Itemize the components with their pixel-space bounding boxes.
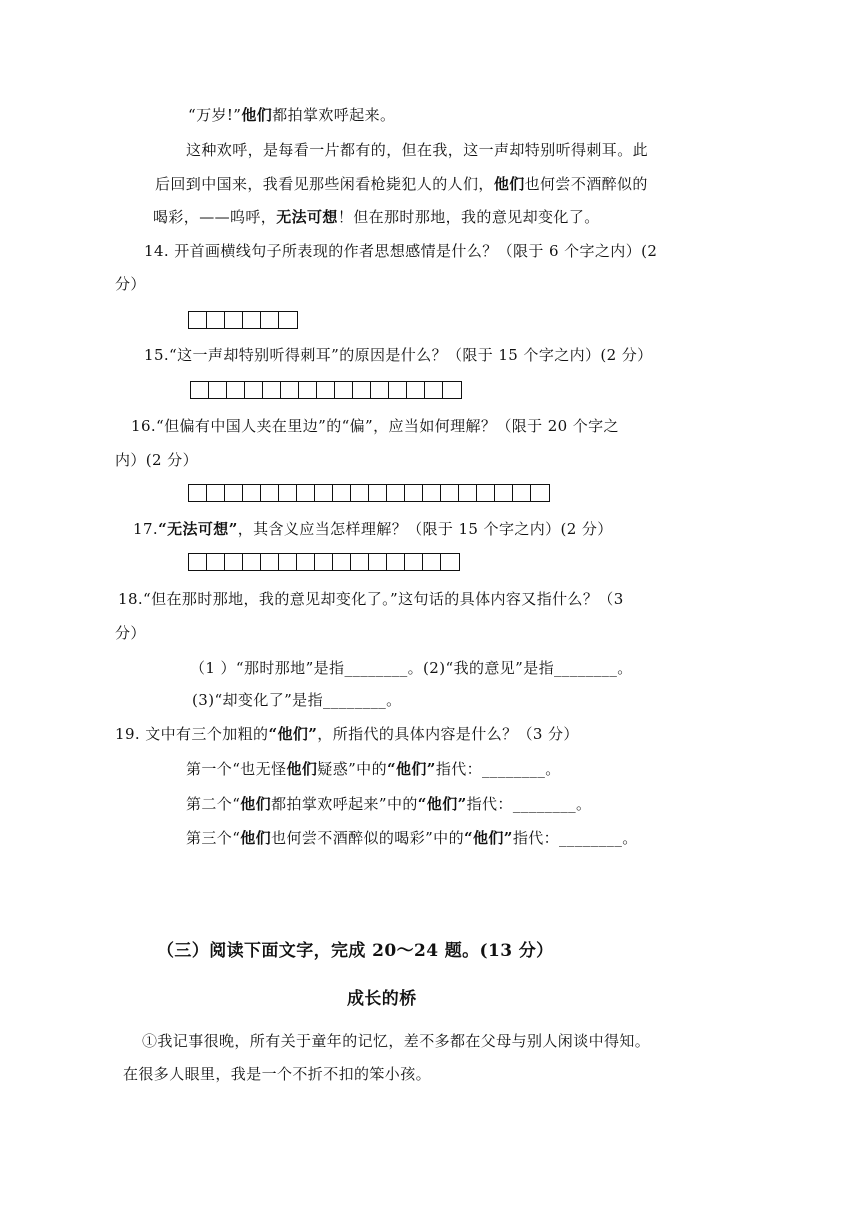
passage-line-3: 后回到中国来，我看见那些闲看枪毙犯人的人们，他们也何尝不酒醉似的 (155, 175, 648, 193)
answer-box[interactable] (227, 382, 245, 398)
answer-box[interactable] (297, 554, 315, 570)
answer-box[interactable] (191, 382, 209, 398)
answer-box[interactable] (207, 312, 225, 328)
answer-box[interactable] (243, 554, 261, 570)
question-19: 19. 文中有三个加粗的“他们”，所指代的具体内容是什么？（3 分） (115, 725, 579, 743)
answer-box[interactable] (405, 554, 423, 570)
answer-box[interactable] (279, 554, 297, 570)
question-14-cont: 分） (115, 275, 146, 293)
answer-box[interactable] (423, 554, 441, 570)
answer-box[interactable] (209, 382, 227, 398)
answer-box[interactable] (425, 382, 443, 398)
question-16-cont: 内）(2 分） (115, 451, 198, 469)
answer-box[interactable] (335, 382, 353, 398)
answer-box[interactable] (225, 312, 243, 328)
paragraph-1-line-2: 在很多人眼里，我是一个不折不扣的笨小孩。 (123, 1065, 432, 1083)
answer-box[interactable] (441, 554, 459, 570)
question-14: 14. 开首画横线句子所表现的作者思想感情是什么？（限于 6 个字之内）(2 (144, 242, 658, 260)
question-18-sub-1[interactable]: （1 ）“那时那地”是指________。(2)“我的意见”是指________。 (190, 659, 633, 677)
question-16: 16.“但偏有中国人夹在里边”的“偏”，应当如何理解？（限于 20 个字之 (131, 417, 619, 435)
answer-boxes-15[interactable] (190, 381, 462, 399)
paragraph-1-line-1: ①我记事很晚，所有关于童年的记忆，差不多都在父母与别人闲谈中得知。 (142, 1032, 651, 1050)
question-18-sub-2[interactable]: (3)“却变化了”是指________。 (192, 691, 402, 709)
answer-box[interactable] (245, 382, 263, 398)
answer-box[interactable] (207, 485, 225, 501)
answer-box[interactable] (297, 485, 315, 501)
answer-box[interactable] (369, 554, 387, 570)
answer-box[interactable] (243, 312, 261, 328)
question-19-sub-2[interactable]: 第二个“他们都拍掌欢呼起来”中的“他们”指代：________。 (186, 795, 592, 813)
section-heading: （三）阅读下面文字，完成 20～24 题。(13 分） (157, 941, 554, 961)
answer-box[interactable] (371, 382, 389, 398)
answer-box[interactable] (495, 485, 513, 501)
answer-box[interactable] (207, 554, 225, 570)
question-19-sub-1[interactable]: 第一个“也无怪他们疑惑”中的“他们”指代：________。 (186, 760, 561, 778)
answer-box[interactable] (405, 485, 423, 501)
answer-box[interactable] (189, 312, 207, 328)
answer-boxes-16[interactable] (188, 484, 550, 502)
answer-boxes-14[interactable] (188, 311, 298, 329)
answer-box[interactable] (513, 485, 531, 501)
answer-box[interactable] (281, 382, 299, 398)
answer-box[interactable] (243, 485, 261, 501)
answer-box[interactable] (351, 554, 369, 570)
question-18-cont: 分） (115, 624, 146, 642)
answer-box[interactable] (279, 485, 297, 501)
question-19-sub-3[interactable]: 第三个“他们也何尝不酒醉似的喝彩”中的“他们”指代：________。 (186, 829, 638, 847)
passage-line-4: 喝彩，——呜呼，无法可想！但在那时那地，我的意见却变化了。 (153, 208, 600, 226)
answer-box[interactable] (443, 382, 461, 398)
answer-box[interactable] (333, 554, 351, 570)
question-15: 15.“这一声却特别听得刺耳”的原因是什么？（限于 15 个字之内）(2 分） (144, 346, 653, 364)
answer-box[interactable] (299, 382, 317, 398)
answer-box[interactable] (459, 485, 477, 501)
answer-box[interactable] (189, 485, 207, 501)
question-18: 18.“但在那时那地，我的意见却变化了。”这句话的具体内容又指什么？（3 (118, 590, 624, 608)
answer-box[interactable] (333, 485, 351, 501)
passage-line-2: 这种欢呼，是每看一片都有的，但在我，这一声却特别听得刺耳。此 (186, 141, 649, 159)
answer-box[interactable] (225, 554, 243, 570)
answer-box[interactable] (317, 382, 335, 398)
answer-box[interactable] (531, 485, 549, 501)
answer-boxes-17[interactable] (188, 553, 460, 571)
answer-box[interactable] (351, 485, 369, 501)
answer-box[interactable] (423, 485, 441, 501)
article-title: 成长的桥 (347, 989, 417, 1009)
answer-box[interactable] (353, 382, 371, 398)
answer-box[interactable] (189, 554, 207, 570)
answer-box[interactable] (441, 485, 459, 501)
answer-box[interactable] (389, 382, 407, 398)
answer-box[interactable] (261, 485, 279, 501)
answer-box[interactable] (387, 554, 405, 570)
answer-box[interactable] (263, 382, 281, 398)
answer-box[interactable] (225, 485, 243, 501)
answer-box[interactable] (279, 312, 297, 328)
answer-box[interactable] (261, 312, 279, 328)
passage-line-1: “万岁!”他们都拍掌欢呼起来。 (188, 106, 396, 124)
answer-box[interactable] (477, 485, 495, 501)
answer-box[interactable] (261, 554, 279, 570)
answer-box[interactable] (407, 382, 425, 398)
answer-box[interactable] (315, 485, 333, 501)
answer-box[interactable] (387, 485, 405, 501)
question-17: 17.“无法可想”，其含义应当怎样理解？（限于 15 个字之内）(2 分） (133, 520, 613, 538)
answer-box[interactable] (315, 554, 333, 570)
answer-box[interactable] (369, 485, 387, 501)
